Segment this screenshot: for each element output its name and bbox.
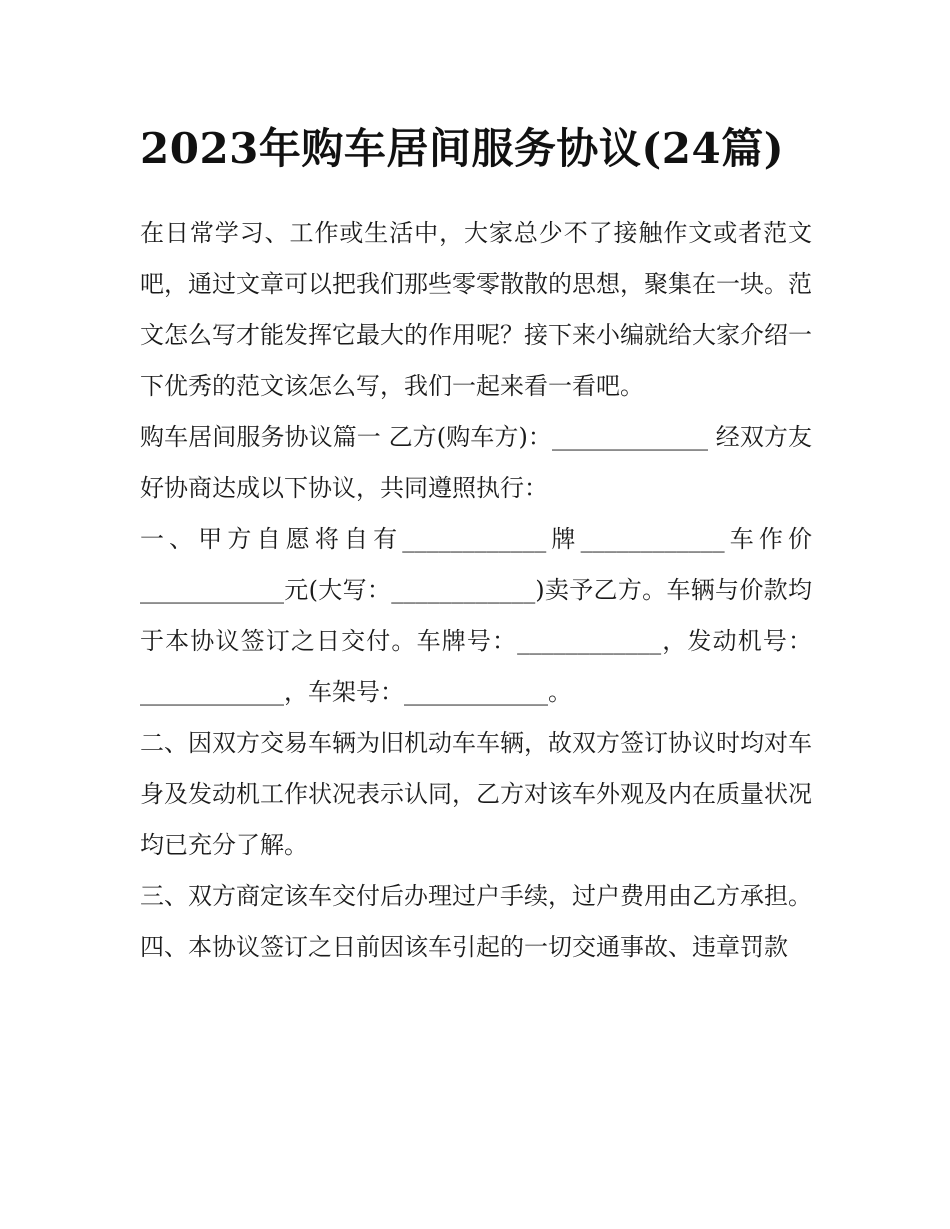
clause-2-paragraph: 二、因双方交易车辆为旧机动车车辆，故双方签订协议时均对车身及发动机工作状况表示认同，乙方对该车外观及内在质量状况均已充分了解。 [140,729,812,859]
clause-4-paragraph: 四、本协议签订之日前因该车引起的一切交通事故、违章罚款 [140,933,788,961]
document-title: 2023年购车居间服务协议(24篇) [140,124,785,173]
agreement-header-paragraph: 购车居间服务协议篇一 乙方(购车方)：_____________ 经双方友好协商达成以下协议，共同遵照执行： [140,423,812,502]
document-body [140,208,812,973]
clause-3-paragraph: 三、双方商定该车交付后办理过户手续，过户费用由乙方承担。 [140,882,812,910]
intro-paragraph: 在日常学习、工作或生活中，大家总少不了接触作文或者范文吧，通过文章可以把我们那些零零散散的思想，聚集在一块。范文怎么写才能发挥它最大的作用呢？接下来小编就给大家介绍一下优秀的范文该怎么写，我们一起来看一看吧。 [140,219,812,400]
document-page [140,112,812,973]
clause-1-paragraph: 一、甲方自愿将自有____________牌____________车作价____________元(大写：____________)卖予乙方。车辆与价款均于本协议签订之日交付。车牌号：____________，发动机号：____________，车架号：____________。 [140,525,812,706]
